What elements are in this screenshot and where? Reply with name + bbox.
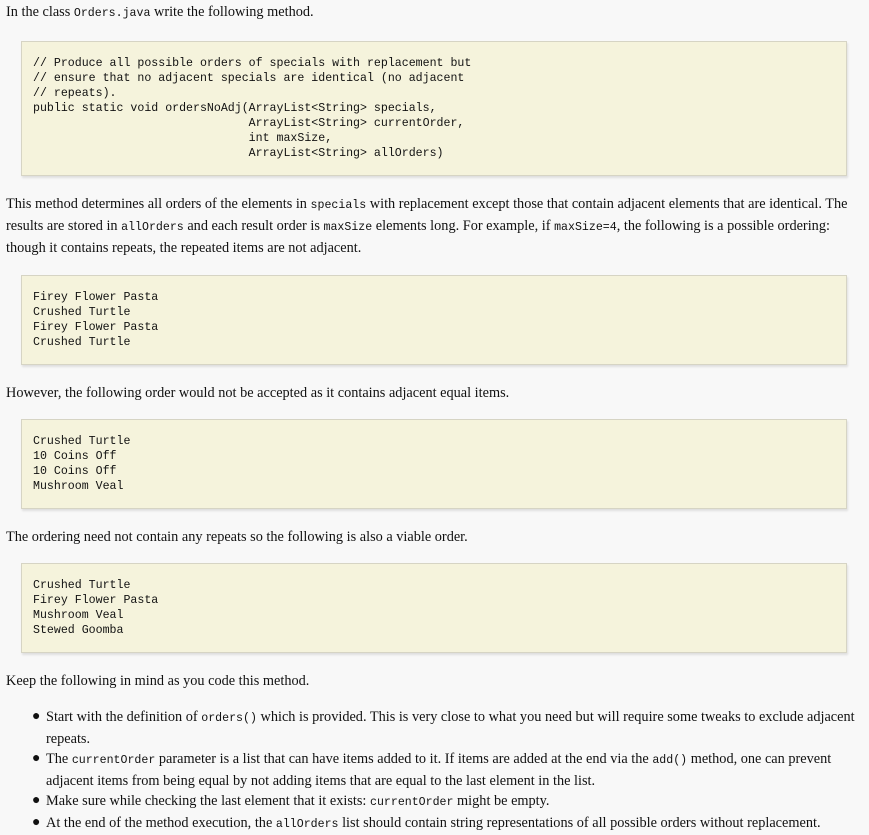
intro-paragraph [6,2,861,24]
code-line: // Produce all possible orders of specials with replacement but [33,57,472,70]
maxsize-example-code: maxSize=4 [554,221,617,234]
code-line: Mushroom Veal [33,609,124,622]
intro-text: In the class [6,4,74,20]
code-line: Crushed Turtle [33,579,131,592]
not-accepted-paragraph: However, the following order would not be accepted as it contains adjacent equal items. [6,385,510,401]
list-item-text: Start with the definition of [46,709,202,725]
description-paragraph [6,194,861,258]
code-line: Firey Flower Pasta [33,594,159,607]
code-line: // ensure that no adjacent specials are identical (no adjacent [33,72,465,85]
code-line: Stewed Goomba [33,624,124,637]
list-item-text: method, one can prevent adjacent items from being equal by not adding items that are equal to the last element in the list. [46,751,832,789]
list-item-text: Make sure while checking the last element that it exists: [46,793,370,809]
example-order-1-code-block [21,275,847,365]
code-line: int maxSize, [33,132,333,145]
code-line: // repeats). [33,87,117,100]
description-text: with replacement except those that contain adjacent elements that are identical. The results are stored in [6,196,848,234]
list-item-text: might be empty. [453,793,550,809]
method-signature-code-block [21,41,847,176]
example-order-2-code-block [21,419,847,509]
currentorder-code: currentOrder [369,796,454,809]
bullet-icon: ● [32,709,41,724]
allorders-code: allOrders [275,818,339,831]
code-line: public static void ordersNoAdj(ArrayList<String> specials, [33,102,437,115]
description-text: elements long. For example, if [372,218,555,234]
tips-list [6,707,861,835]
code-line: Crushed Turtle [33,336,131,349]
list-item [32,707,861,749]
add-method-code: add() [652,754,688,767]
no-repeats-paragraph: The ordering need not contain any repeats so the following is also a viable order. [6,529,468,545]
example-order-1 [33,290,846,350]
code-line: Crushed Turtle [33,306,131,319]
description-text: This method determines all orders of the elements in [6,196,311,212]
code-line: Firey Flower Pasta [33,321,159,334]
list-item-text: parameter is a list that can have items added to it. If items are added at the end via the [155,751,653,767]
code-line: Mushroom Veal [33,480,124,493]
code-line: Crushed Turtle [33,435,131,448]
example-order-3 [33,578,846,638]
specials-code: specials [310,199,367,212]
bullet-icon: ● [32,793,41,808]
currentorder-code: currentOrder [71,754,156,767]
code-line: Firey Flower Pasta [33,291,159,304]
list-item-text: The [46,751,72,767]
description-text: , the following is a possible ordering: though it contains repeats, the repeated items are not adjacent. [6,218,830,256]
example-order-3-code-block [21,563,847,653]
list-item [32,749,861,791]
bullet-icon: ● [32,815,41,830]
code-line: ArrayList<String> currentOrder, [33,117,465,130]
intro-text-end: write the following method. [150,4,314,20]
list-item [32,813,861,835]
list-item-text: list should contain string representations of all possible orders without replacement. [338,815,821,831]
bullet-icon: ● [32,751,41,766]
list-item-text: At the end of the method execution, the [46,815,276,831]
assignment-document [6,2,861,835]
list-item [32,791,861,813]
list-item-text: which is provided. This is very close to what you need but will require some tweaks to exclude adjacent repeats. [46,709,855,747]
file-name-code: Orders.java [73,7,151,20]
code-line: ArrayList<String> allOrders) [33,147,444,160]
keep-in-mind-paragraph: Keep the following in mind as you code this method. [6,673,310,689]
orders-method-code: orders() [201,712,257,725]
code-line: 10 Coins Off [33,450,117,463]
method-signature-code [33,56,846,161]
code-line: 10 Coins Off [33,465,117,478]
maxsize-code: maxSize [323,221,373,234]
example-order-2 [33,434,846,494]
description-text: and each result order is [183,218,324,234]
allorders-code: allOrders [121,221,184,234]
